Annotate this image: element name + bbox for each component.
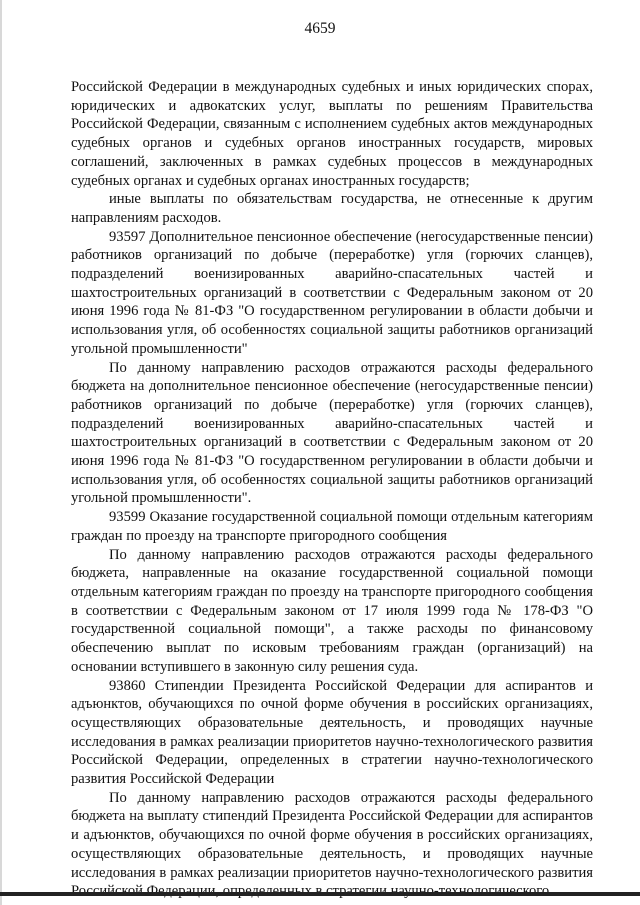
paragraph-other-payments: иные выплаты по обязательствам государства, не отнесенные к другим направлениям расходов.: [71, 191, 593, 226]
paragraph-93599-description: По данному направлению расходов отражаются расходы федерального бюджета, направленные на оказание государственной социальной помощи отдельным категориям граждан по проезду на транспорте пригородного сообщения в соответствии с Федеральным законом от 17 июля 1999 года № 178-ФЗ "О государственной социальной помощи", а также расходы по финансовому обеспечению выплат по исковым требованиям граждан (организаций) на основании вступившего в законную силу решения суда.: [71, 546, 593, 675]
paragraph-93860-heading: 93860 Стипендии Президента Российской Федерации для аспирантов и адъюнктов, обучающихся по очной форме обучения в российских организациях, осуществляющих образовательные деятельность, и проводящих научные исследования в рамках реализации приоритетов научно-технологического развития Российской Федерации, определенных в стратегии научно-технологического развития Российской Федерации: [71, 677, 593, 788]
paragraph-93597-heading: 93597 Дополнительное пенсионное обеспечение (негосударственные пенсии) работников организаций по добыче (переработке) угля (горючих сланцев), подразделений военизированных аварийно-спасательных частей и шахтостроительных организаций в соответствии с Федеральным законом от 20 июня 1996 года № 81-ФЗ "О государственном регулировании в области добычи и использования угля, об особенностях социальной защиты работников организаций угольной промышленности": [71, 228, 593, 357]
paragraph-93599-heading: 93599 Оказание государственной социальной помощи отдельным категориям граждан по проезду на транспорте пригородного сообщения: [71, 509, 593, 544]
paragraph-continuation: Российской Федерации в международных судебных и иных юридических спорах, юридических и адвокатских услуг, выплаты по решениям Правительства Российской Федерации, связанным с исполнением судебных актов международных судебных органов и судебных органов иностранных государств, мировых соглашений, заключенных в рамках судебных процессов в международных судебных органах и судебных органах иностранных государств;: [71, 79, 593, 189]
paragraph-93597-description: По данному направлению расходов отражаются расходы федерального бюджета на дополнительное пенсионное обеспечение (негосударственные пенсии) работников организаций по добыче (переработке) угля (горючих сланцев), подразделений военизированных аварийно-спасательных частей и шахтостроительных организаций в соответствии с Федеральным законом от 20 июня 1996 года № 81-ФЗ "О государственном регулировании в области добычи и использования угля, об особенностях социальной защиты работников организаций угольной промышленности".: [71, 359, 593, 507]
scan-bottom-border: [0, 892, 640, 896]
document-body: [71, 78, 593, 901]
scan-left-edge: [0, 0, 2, 905]
page-number: 4659: [304, 20, 336, 37]
paragraph-93860-description: По данному направлению расходов отражаются расходы федерального бюджета на выплату стипендий Президента Российской Федерации для аспирантов и адъюнктов, обучающихся по очной форме обучения в российских организациях, осуществляющих образовательные деятельность, и проводящих научные исследования в рамках реализации приоритетов научно-технологического развития: [71, 789, 593, 881]
